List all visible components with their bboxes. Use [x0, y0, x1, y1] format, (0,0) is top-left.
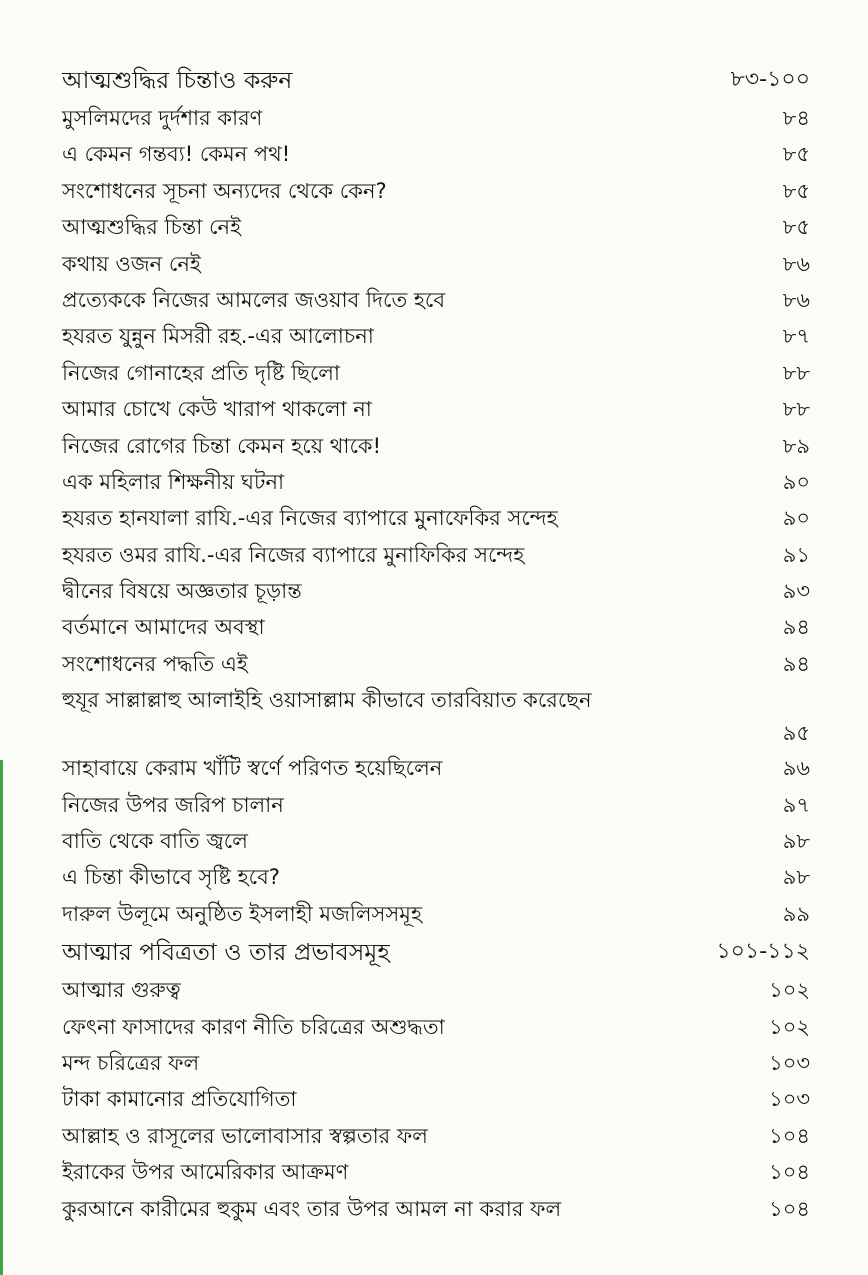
- toc-entry-title: সংশোধনের পদ্ধতি এই: [62, 651, 248, 676]
- toc-entry: [62, 282, 810, 318]
- toc-entry: [62, 972, 810, 1008]
- toc-entry-title: নিজের রোগের চিন্তা কেমন হয়ে থাকে!: [62, 433, 382, 458]
- toc-entry: [62, 1045, 810, 1081]
- toc-entry: [62, 1154, 810, 1190]
- toc-entry-title: হযরত যুন্নুন মিসরী রহ.-এর আলোচনা: [62, 324, 374, 349]
- toc-entry-page-number: ৮৭: [782, 324, 810, 349]
- toc-entry-title: কথায় ওজন নেই: [62, 251, 201, 276]
- toc-entry-page-number: ৯৪: [782, 651, 810, 676]
- toc-entry-page-number: ৯৮: [782, 865, 810, 890]
- toc-entry: [62, 859, 810, 895]
- toc-entry: [62, 355, 810, 391]
- toc-entry-page-number: ৯৩: [782, 579, 810, 604]
- toc-entry-title: দারুল উলূমে অনুষ্ঠিত ইসলাহী মজলিসসমূহ: [62, 901, 422, 926]
- toc-section-heading: [62, 932, 810, 972]
- toc-entry: [62, 318, 810, 354]
- toc-entry: [62, 682, 810, 750]
- toc-entry: [62, 1118, 810, 1154]
- toc-entry: [62, 1081, 810, 1117]
- toc-entry-title: আমার চোখে কেউ খারাপ থাকলো না: [62, 397, 372, 422]
- table-of-contents: [62, 60, 810, 1227]
- toc-entry: [62, 100, 810, 136]
- toc-entry-title: আল্লাহ ও রাসূলের ভালোবাসার স্বল্পতার ফল: [62, 1123, 428, 1148]
- toc-entry: [62, 750, 810, 786]
- toc-entry-page-number: ৮৫: [782, 178, 810, 203]
- toc-entry: [62, 1191, 810, 1227]
- toc-entry-page-number: ৮৮: [782, 360, 810, 385]
- toc-entry-page-number: ১০২: [769, 978, 810, 1003]
- toc-entry-title: হযরত ওমর রাযি.-এর নিজের ব্যাপারে মুনাফিকির সন্দেহ: [62, 542, 525, 567]
- toc-entry: [62, 823, 810, 859]
- toc-entry-title: হযরত হানযালা রাযি.-এর নিজের ব্যাপারে মুনাফেকির সন্দেহ: [62, 506, 558, 531]
- toc-entry-page-number: ৯০: [782, 506, 810, 531]
- toc-entry-title: এক মহিলার শিক্ষনীয় ঘটনা: [62, 469, 285, 494]
- toc-entry-title: ফেৎনা ফাসাদের কারণ নীতি চরিত্রের অশুদ্ধতা: [62, 1014, 445, 1039]
- toc-entry-title: এ কেমন গন্তব্য! কেমন পথ!: [62, 142, 291, 167]
- toc-entry-title: আত্মার পবিত্রতা ও তার প্রভাবসমূহ: [62, 938, 390, 967]
- toc-entry-page-number: ৯৫: [782, 721, 810, 746]
- toc-entry: [62, 209, 810, 245]
- toc-entry-page-number: ১০৪: [769, 1196, 810, 1221]
- toc-entry-title: মন্দ চরিত্রের ফল: [62, 1050, 200, 1075]
- toc-entry-title: কুরআনে কারীমের হুকুম এবং তার উপর আমল না করার ফল: [62, 1196, 562, 1221]
- toc-entry-page-number: ৯৮: [782, 829, 810, 854]
- toc-entry-page-number: ১০৩: [769, 1087, 810, 1112]
- toc-entry-page-number: ৮৯: [782, 433, 810, 458]
- toc-entry-page-number: ৯৪: [782, 615, 810, 640]
- toc-entry-page-number: ৮৮: [782, 397, 810, 422]
- toc-entry: [62, 428, 810, 464]
- toc-entry-title: এ চিন্তা কীভাবে সৃষ্টি হবে?: [62, 865, 280, 890]
- toc-entry-page-number: ৯৯: [782, 901, 810, 926]
- toc-entry-page-number: ৯৬: [782, 756, 810, 781]
- toc-entry: [62, 173, 810, 209]
- toc-entry-title: আত্মশুদ্ধির চিন্তাও করুন: [62, 66, 293, 94]
- toc-entry-title: আত্মার গুরুত্ব: [62, 978, 181, 1003]
- toc-entry-page-number: ৯০: [782, 469, 810, 494]
- toc-entry-page-number: ১০৩: [769, 1050, 810, 1075]
- toc-entry: [62, 136, 810, 172]
- toc-entry: [62, 646, 810, 682]
- toc-entry-page-number: ৮৬: [782, 251, 810, 276]
- toc-entry-page-number: ১০২: [769, 1014, 810, 1039]
- toc-entry: [62, 787, 810, 823]
- toc-entry: [62, 500, 810, 536]
- toc-entry: [62, 246, 810, 282]
- toc-entry: [62, 464, 810, 500]
- toc-entry-title: আত্মশুদ্ধির চিন্তা নেই: [62, 215, 242, 240]
- toc-entry-page-number: ৯৭: [782, 792, 810, 817]
- toc-entry: [62, 896, 810, 932]
- toc-entry-title: বর্তমানে আমাদের অবস্থা: [62, 615, 265, 640]
- toc-entry: [62, 1009, 810, 1045]
- toc-entry-title: নিজের উপর জরিপ চালান: [62, 792, 284, 817]
- toc-entry-title: টাকা কামানোর প্রতিযোগিতা: [62, 1087, 297, 1112]
- page-edge-stripe: [0, 760, 3, 1275]
- toc-entry-page-number: ১০৪: [769, 1123, 810, 1148]
- toc-section-heading: [62, 60, 810, 100]
- toc-entry-title: দ্বীনের বিষয়ে অজ্ঞতার চূড়ান্ত: [62, 579, 302, 604]
- toc-entry-title: প্রত্যেককে নিজের আমলের জওয়াব দিতে হবে: [62, 287, 446, 312]
- toc-entry-page-number: ৮৩-১০০: [730, 67, 810, 92]
- toc-entry-title: সাহাবায়ে কেরাম খাঁটি স্বর্ণে পরিণত হয়েছিলেন: [62, 756, 443, 781]
- toc-entry: [62, 609, 810, 645]
- toc-entry-page-number: ৯১: [782, 542, 810, 567]
- toc-entry-page-number: ১০১-১১২: [716, 939, 810, 965]
- toc-entry-page-number: ১০৪: [769, 1160, 810, 1185]
- toc-entry-title: বাতি থেকে বাতি জ্বলে: [62, 829, 248, 854]
- toc-entry-title: মুসলিমদের দুর্দশার কারণ: [62, 106, 263, 130]
- toc-entry: [62, 391, 810, 427]
- toc-entry-page-number: ৮৬: [782, 287, 810, 312]
- toc-entry-title: হুযূর সাল্লাল্লাহু আলাইহি ওয়াসাল্লাম কীভাবে তারবিয়াত করেছেন: [62, 688, 592, 713]
- toc-entry-page-number: ৮৪: [782, 106, 810, 130]
- toc-entry-title: ইরাকের উপর আমেরিকার আক্রমণ: [62, 1160, 349, 1185]
- toc-entry: [62, 537, 810, 573]
- toc-entry-title: নিজের গোনাহের প্রতি দৃষ্টি ছিলো: [62, 360, 341, 385]
- toc-entry-title: সংশোধনের সূচনা অন্যদের থেকে কেন?: [62, 178, 387, 203]
- toc-entry-page-number: ৮৫: [782, 142, 810, 167]
- toc-entry: [62, 573, 810, 609]
- toc-entry-page-number: ৮৫: [782, 215, 810, 240]
